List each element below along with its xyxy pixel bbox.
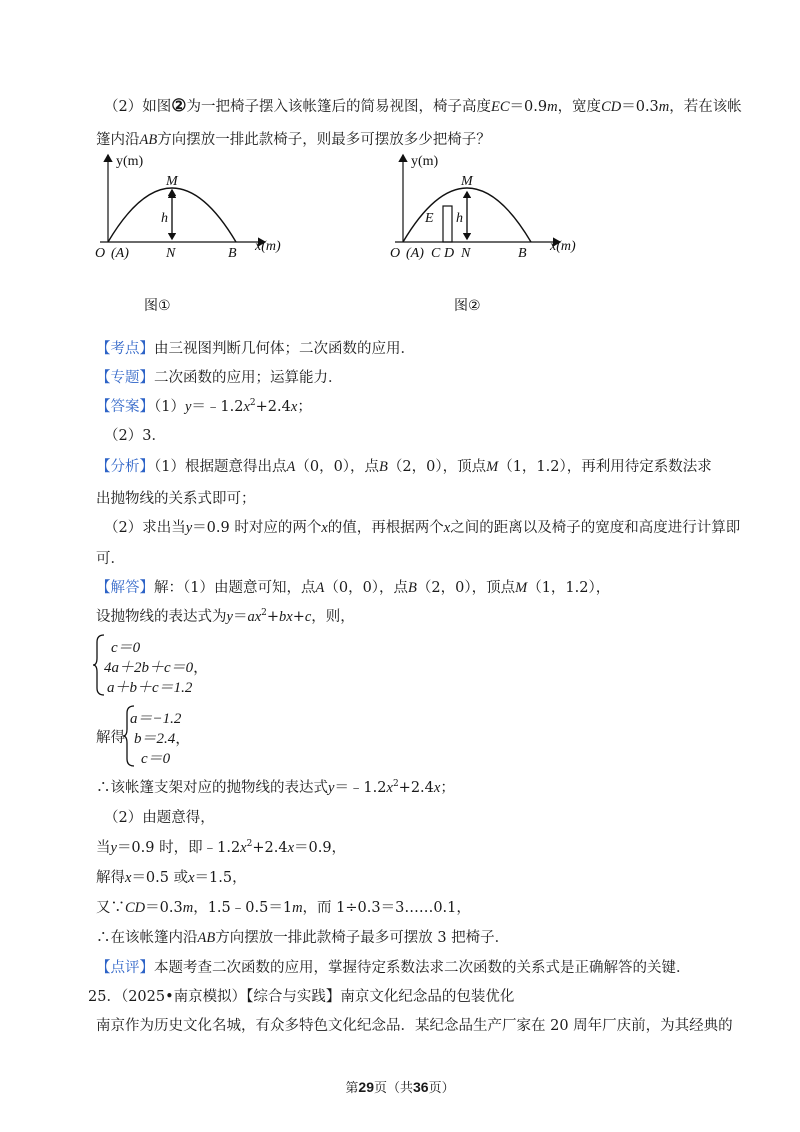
figure-2 [385, 150, 605, 325]
part-2-intro: （2）由题意得， [104, 810, 215, 826]
part-2-when-y: 当y＝0.9 时，即$﹣1.2x^2+2.4x=0.9$， [96, 839, 347, 856]
section-kaodian: 【考点】由三视图判断几何体；二次函数的应用． [96, 341, 415, 357]
tag-zhuanti: 【专题】 [96, 370, 154, 386]
circled-number-2: ② [171, 96, 187, 116]
therefore-expression: ∴该帐篷支架对应的抛物线的表达式$y=﹣1.2x^2+2.4x$； [96, 779, 455, 796]
question-2-line-2: 篷内沿AB方向摆放一排此款椅子，则最多可摆放多少把椅子？ [96, 132, 491, 148]
section-fenxi-line-4: 可． [96, 551, 125, 567]
x-axis-label: x(m) [255, 239, 281, 254]
label-E: E [425, 211, 434, 226]
part-2-conclusion: ∴在该帐篷内沿AB方向摆放一排此款椅子最多可摆放 3 把椅子． [96, 930, 510, 946]
label-B: B [228, 246, 237, 261]
label-h: h [161, 211, 168, 226]
label-M: M [166, 174, 178, 189]
section-zhuanti: 【专题】二次函数的应用；运算能力． [96, 370, 343, 386]
label-N: N [166, 246, 176, 261]
figure-1-caption: 图① [144, 298, 171, 314]
y-axis-label: y(m) [116, 154, 144, 169]
part-2-solve: 解得x＝0.5 或x＝1.5， [96, 870, 247, 886]
question-25-line-1: 南京作为历史文化名城，有众多特色文化纪念品．某纪念品生产厂家在 20 周年厂庆前，为其经典的 [96, 1018, 733, 1034]
figure-2-caption: 图② [454, 298, 481, 314]
label-h: h [456, 211, 463, 226]
label-N: N [461, 246, 471, 261]
label-A: (A) [406, 246, 424, 261]
label-A: (A) [111, 246, 129, 261]
page-footer: 第29页（共36页） [345, 1079, 455, 1096]
equation-2-row-3: c＝0 [141, 751, 171, 767]
tag-fenxi: 【分析】 [96, 459, 154, 475]
tag-daan: 【答案】 [96, 399, 154, 415]
tag-dianping: 【点评】 [96, 960, 154, 976]
x-axis-label: x(m) [550, 239, 576, 254]
question-25-title: 25．（2025•南京模拟）【综合与实践】南京文化纪念品的包装优化 [88, 989, 515, 1005]
section-fenxi-line-3: （2）求出当y＝0.9 时对应的两个x的值，再根据两个x之间的距离以及椅子的宽度和高度进行计算即 [104, 520, 741, 536]
solve-label: 解得 [96, 730, 125, 746]
section-fenxi-line-2: 出抛物线的关系式即可； [96, 491, 256, 507]
y-axis-label: y(m) [411, 154, 439, 169]
tag-jieda: 【解答】 [96, 580, 154, 596]
page-total: 36 [413, 1079, 429, 1095]
section-dianping: 【点评】本题考查二次函数的应用，掌握待定系数法求二次函数的关系式是正确解答的关键． [96, 960, 691, 976]
figure-1 [90, 150, 310, 325]
section-fenxi-line-1: 【分析】（1）根据题意得出点A（0，0），点B（2，0），顶点M（1，1.2），再利用待定系数法求 [96, 459, 712, 475]
equation-1-row-1: c＝0 [111, 640, 141, 656]
equation-2-row-1: a＝−1.2 [130, 711, 182, 727]
tag-kaodian: 【考点】 [96, 341, 154, 357]
part-2-because: 又∵CD＝0.3m，1.5﹣0.5＝1m，而 1÷0.3＝3……0.1， [96, 900, 471, 916]
label-C: C [431, 246, 441, 261]
label-D: D [444, 246, 455, 261]
page-number: 29 [358, 1079, 374, 1095]
question-2-line-1: （2）如图②为一把椅子摆入该帐篷后的简易视图，椅子高度EC＝0.9m，宽度CD＝0.3m，若在该帐 [104, 96, 742, 116]
equation-1-row-3: a＋b＋c＝1.2 [107, 680, 193, 696]
label-O: O [390, 246, 401, 261]
label-O: O [95, 246, 106, 261]
section-jieda-line-1: 【解答】解：（1）由题意可知，点A（0，0），点B（2，0），顶点M（1，1.2）， [96, 580, 611, 596]
equation-2-row-2: b＝2.4， [134, 731, 191, 747]
chair-rectangle [443, 206, 452, 242]
answer-part-2: （2）3． [104, 428, 166, 444]
label-B: B [518, 246, 527, 261]
equation-1-row-2: 4a＋2b＋c＝0， [104, 660, 209, 676]
section-jieda-line-2: 设抛物线的表达式为$y=ax^2+bx+c$，则， [96, 608, 355, 625]
section-daan: 【答案】$(1)y=﹣1.2x^2+2.4x$； [96, 398, 312, 415]
label-M: M [461, 174, 473, 189]
